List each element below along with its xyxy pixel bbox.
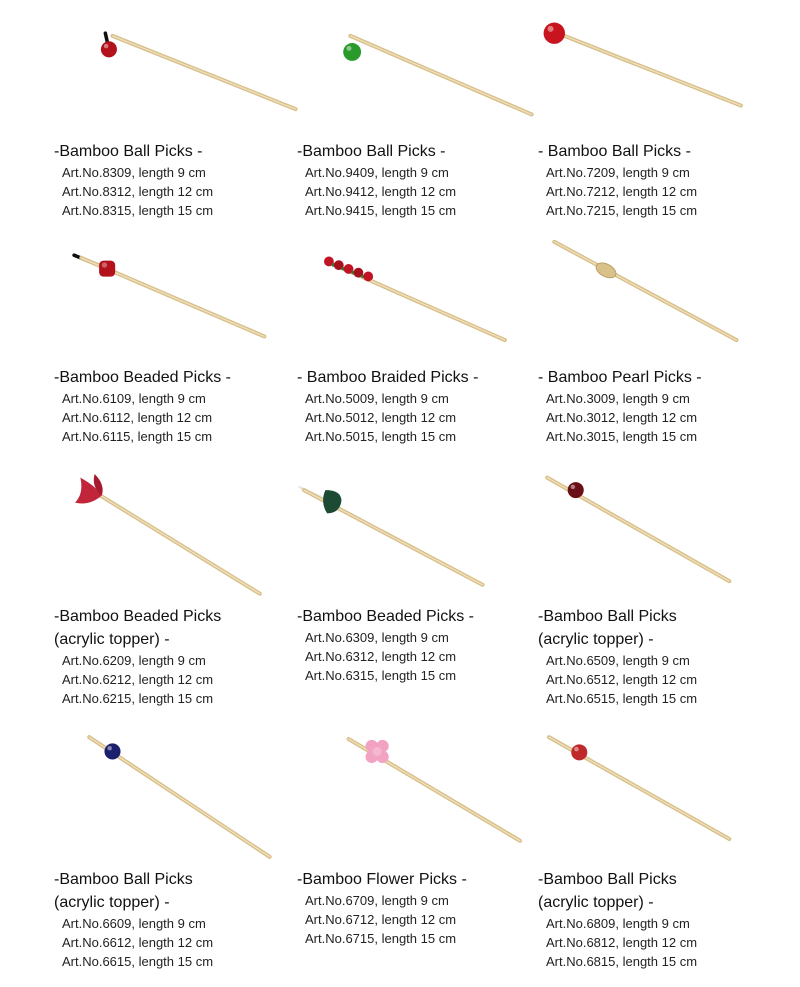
article-number: Art.No.3015, length 15 cm bbox=[546, 429, 698, 444]
article-number: Art.No.6315, length 15 cm bbox=[305, 668, 457, 683]
article-number: Art.No.7212, length 12 cm bbox=[546, 184, 698, 199]
product-title: -Bamboo Flower Picks - bbox=[297, 871, 467, 888]
article-number: Art.No.8309, length 9 cm bbox=[62, 165, 206, 180]
article-number: Art.No.6515, length 15 cm bbox=[546, 691, 698, 706]
article-number: Art.No.6109, length 9 cm bbox=[62, 391, 206, 406]
product-caption bbox=[54, 605, 221, 708]
product-title: -Bamboo Beaded Picks bbox=[54, 608, 222, 625]
article-number: Art.No.6112, length 12 cm bbox=[62, 410, 213, 425]
article-number: Art.No.6215, length 15 cm bbox=[62, 691, 214, 706]
product-title: (acrylic topper) - bbox=[54, 894, 170, 911]
article-number: Art.No.6312, length 12 cm bbox=[305, 649, 457, 664]
product-caption bbox=[538, 605, 697, 708]
article-number: Art.No.6309, length 9 cm bbox=[305, 630, 449, 645]
article-number: Art.No.8312, length 12 cm bbox=[62, 184, 214, 199]
topper-red-tulip-icon bbox=[75, 474, 103, 503]
product-card bbox=[50, 712, 300, 969]
product-caption bbox=[297, 868, 467, 948]
article-number: Art.No.6609, length 9 cm bbox=[62, 916, 206, 931]
product-title: -Bamboo Ball Picks bbox=[538, 871, 677, 888]
product-title: -Bamboo Beaded Picks - bbox=[54, 369, 231, 386]
product-photo bbox=[540, 712, 790, 882]
article-number: Art.No.3012, length 12 cm bbox=[546, 410, 698, 425]
product-title: (acrylic topper) - bbox=[538, 894, 654, 911]
product-caption bbox=[538, 366, 702, 446]
topper-green-ball-icon bbox=[343, 43, 361, 61]
product-caption bbox=[538, 868, 697, 971]
product-caption bbox=[297, 366, 478, 446]
product-title: -Bamboo Beaded Picks - bbox=[297, 608, 474, 625]
article-number: Art.No.9415, length 15 cm bbox=[305, 203, 457, 218]
topper-pink-flower-icon bbox=[366, 740, 389, 763]
topper-red-bead-icon bbox=[99, 261, 115, 277]
bamboo-highlight-icon bbox=[554, 242, 736, 340]
product-card bbox=[50, 456, 300, 706]
article-number: Art.No.7209, length 9 cm bbox=[546, 165, 690, 180]
product-photo bbox=[540, 456, 790, 626]
product-title: - Bamboo Braided Picks - bbox=[297, 369, 479, 386]
article-number: Art.No.6709, length 9 cm bbox=[305, 893, 449, 908]
article-number: Art.No.6212, length 12 cm bbox=[62, 672, 214, 687]
article-number: Art.No.6809, length 9 cm bbox=[546, 916, 690, 931]
product-caption bbox=[297, 140, 456, 220]
product-card bbox=[540, 0, 790, 240]
article-number: Art.No.3009, length 9 cm bbox=[546, 391, 690, 406]
topper-navy-ball-icon bbox=[104, 743, 120, 759]
article-number: Art.No.6509, length 9 cm bbox=[546, 653, 690, 668]
product-title: (acrylic topper) - bbox=[538, 631, 654, 648]
product-title: - Bamboo Pearl Picks - bbox=[538, 369, 702, 386]
article-number: Art.No.8315, length 15 cm bbox=[62, 203, 214, 218]
product-card bbox=[540, 222, 790, 462]
product-photo bbox=[50, 712, 300, 882]
product-card bbox=[295, 0, 545, 240]
product-card bbox=[295, 456, 545, 696]
article-number: Art.No.6612, length 12 cm bbox=[62, 935, 214, 950]
product-caption bbox=[54, 366, 231, 446]
article-number: Art.No.6712, length 12 cm bbox=[305, 912, 457, 927]
topper-red-ball-icon bbox=[544, 23, 565, 44]
article-number: Art.No.6812, length 12 cm bbox=[546, 935, 698, 950]
product-caption bbox=[54, 868, 213, 971]
product-photo bbox=[295, 456, 545, 626]
bamboo-highlight-icon bbox=[350, 36, 531, 115]
product-title: -Bamboo Ball Picks bbox=[538, 608, 677, 625]
article-number: Art.No.6615, length 15 cm bbox=[62, 954, 214, 969]
product-title: - Bamboo Ball Picks - bbox=[538, 143, 691, 160]
article-number: Art.No.9409, length 9 cm bbox=[305, 165, 449, 180]
product-caption bbox=[54, 140, 213, 220]
article-number: Art.No.7215, length 15 cm bbox=[546, 203, 698, 218]
bamboo-highlight-icon bbox=[86, 487, 260, 594]
article-number: Art.No.5009, length 9 cm bbox=[305, 391, 449, 406]
product-title: -Bamboo Ball Picks bbox=[54, 871, 193, 888]
product-card bbox=[50, 222, 300, 462]
bamboo-highlight-icon bbox=[113, 36, 296, 109]
topper-braided-beads-icon bbox=[324, 257, 373, 282]
product-card bbox=[50, 0, 300, 240]
product-card bbox=[538, 712, 790, 969]
product-card bbox=[295, 222, 545, 462]
topper-red-ball-icon bbox=[101, 41, 117, 57]
product-card bbox=[295, 712, 545, 952]
article-number: Art.No.6815, length 15 cm bbox=[546, 954, 698, 969]
topper-red-ball-icon bbox=[571, 744, 587, 760]
product-photo bbox=[295, 712, 545, 882]
product-title: -Bamboo Ball Picks - bbox=[54, 143, 203, 160]
bamboo-highlight-icon bbox=[551, 31, 741, 106]
product-caption bbox=[538, 140, 697, 220]
article-number: Art.No.6115, length 15 cm bbox=[62, 429, 213, 444]
product-photo bbox=[50, 456, 300, 626]
article-number: Art.No.9412, length 12 cm bbox=[305, 184, 457, 199]
article-number: Art.No.6512, length 12 cm bbox=[546, 672, 698, 687]
article-number: Art.No.6209, length 9 cm bbox=[62, 653, 206, 668]
product-caption bbox=[297, 605, 474, 685]
article-number: Art.No.5012, length 12 cm bbox=[305, 410, 457, 425]
product-title: -Bamboo Ball Picks - bbox=[297, 143, 446, 160]
topper-dark-red-ball-icon bbox=[568, 482, 584, 498]
article-number: Art.No.6715, length 15 cm bbox=[305, 931, 457, 946]
product-title: (acrylic topper) - bbox=[54, 631, 170, 648]
product-card bbox=[538, 456, 790, 706]
article-number: Art.No.5015, length 15 cm bbox=[305, 429, 457, 444]
